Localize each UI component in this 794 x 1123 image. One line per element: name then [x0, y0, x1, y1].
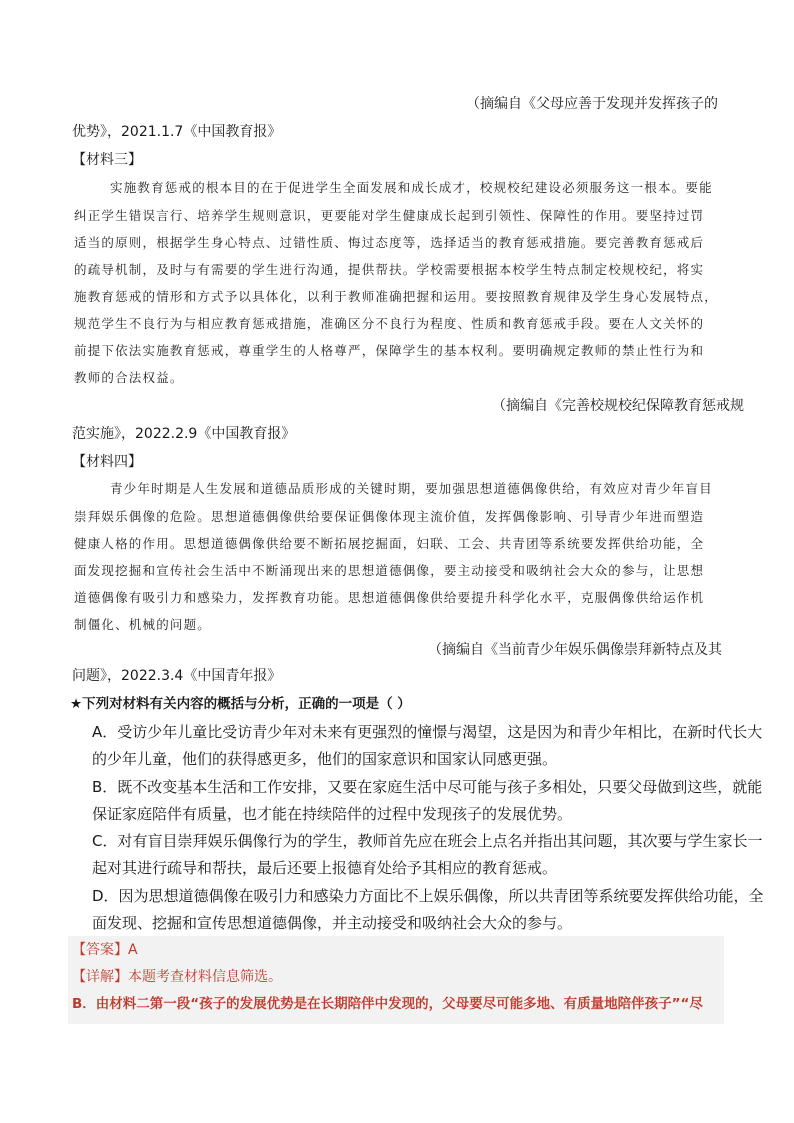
material4-line-6: 制僵化、机械的问题。	[74, 617, 212, 632]
detail-label: 【详解】	[72, 969, 128, 985]
detail-line	[72, 967, 282, 987]
material2-source-line2: 优势》，2021.1.7《中国教育报》	[72, 124, 282, 140]
material3-line-3: 适当的原则，根据学生身心特点、过错性质、悔过态度等，选择适当的教育惩戒措施。要完善教育惩戒后	[74, 235, 705, 250]
star-icon: ★	[70, 696, 83, 712]
material4-line-4: 面发现挖掘和宣传社会生活中不断涌现出来的思想道德偶像，要主动接受和吸纳社会大众的参与，让思想	[74, 563, 705, 578]
option-b-line2: 保证家庭陪伴有质量，也才能在持续陪伴的过程中发现孩子的发展优势。	[92, 805, 573, 823]
material3-heading: 【材料三】	[72, 152, 142, 168]
material4-heading: 【材料四】	[72, 454, 142, 470]
option-a-line2: 的少年儿童，他们的获得感更多，他们的国家意识和国家认同感更强。	[92, 750, 558, 768]
material4-line-1: 青少年时期是人生发展和道德品质形成的关键时期，要加强思想道德偶像供给，有效应对青少年盲目	[110, 481, 713, 496]
option-b-line1: B．既不改变基本生活和工作安排，又要在家庭生活中尽可能与孩子多相处，只要父母做到这些，就能	[92, 778, 763, 796]
material3-line-8: 教师的合法权益。	[74, 370, 184, 385]
option-c-line2: 起对其进行疏导和帮扶，最后还要上报德育处给予其相应的教育惩戒。	[92, 859, 558, 877]
answer-label: 【答案】	[72, 942, 128, 958]
option-d-line1: D．因为思想道德偶像在吸引力和感染力方面比不上娱乐偶像，所以共青团等系统要发挥供给功能，全	[92, 887, 764, 905]
material4-line-5: 道德偶像有吸引力和感染力，发挥教育功能。思想道德偶像供给要提升科学化水平，克服偶像供给运作机	[74, 590, 705, 605]
option-c-line1: C．对有盲目崇拜娱乐偶像行为的学生，教师首先应在班会上点名并指出其问题，其次要与学生家长一	[92, 832, 763, 850]
material3-line-7: 前提下依法实施教育惩戒，尊重学生的人格尊严，保障学生的基本权利。要明确规定教师的禁止性行为和	[74, 343, 705, 358]
material4-source-line1: （摘编自《当前青少年娱乐偶像崇拜新特点及其	[428, 642, 722, 658]
material4-line-2: 崇拜娱乐偶像的危险。思想道德偶像供给要保证偶像体现主流价值，发挥偶像影响、引导青少年进而塑造	[74, 509, 705, 524]
material3-line-6: 规范学生不良行为与相应教育惩戒措施，准确区分不良行为程度、性质和教育惩戒手段。要在人文关怀的	[74, 316, 705, 331]
material2-source-line1: （摘编自《父母应善于发现并发挥孩子的	[466, 96, 718, 112]
answer-value: A	[128, 942, 138, 958]
option-d-line2: 面发现、挖掘和宣传思想道德偶像，并主动接受和吸纳社会大众的参与。	[92, 914, 573, 932]
detail-b-line: B．由材料二第一段“孩子的发展优势是在长期陪伴中发现的，父母要尽可能多地、有质量地陪伴孩子”“尽	[72, 996, 703, 1012]
material4-source-line2: 问题》，2022.3.4《中国青年报》	[72, 668, 282, 684]
material3-source-line1: （摘编自《完善校规校纪保障教育惩戒规	[492, 398, 744, 414]
question-stem-text: 下列对材料有关内容的概括与分析，正确的一项是（ ）	[82, 696, 411, 712]
material3-source-line2: 范实施》，2022.2.9《中国教育报》	[72, 426, 296, 442]
material3-line-4: 的疏导机制，及时与有需要的学生进行沟通，提供帮扶。学校需要根据本校学生特点制定校规校纪，将实	[74, 262, 705, 277]
material3-line-1: 实施教育惩戒的根本目的在于促进学生全面发展和成长成才，校规校纪建设必须服务这一根本。要能	[110, 180, 713, 195]
material3-line-5: 施教育惩戒的情形和方式予以具体化，以利于教师准确把握和运用。要按照教育规律及学生身心发展特点，	[74, 289, 718, 304]
question-stem	[70, 694, 411, 714]
option-a-line1: A．受访少年儿童比受访青少年对未来有更强烈的憧憬与渴望，这是因为和青少年相比，在新时代长大	[92, 723, 763, 741]
material3-line-2: 纠正学生错误言行、培养学生规则意识，更要能对学生健康成长起到引领性、保障性的作用。要坚持过罚	[74, 208, 705, 223]
detail-text: 本题考查材料信息筛选。	[128, 969, 282, 985]
material4-line-3: 健康人格的作用。思想道德偶像供给要不断拓展挖掘面，妇联、工会、共青团等系统要发挥供给功能，全	[74, 536, 705, 551]
answer-line	[72, 940, 138, 960]
